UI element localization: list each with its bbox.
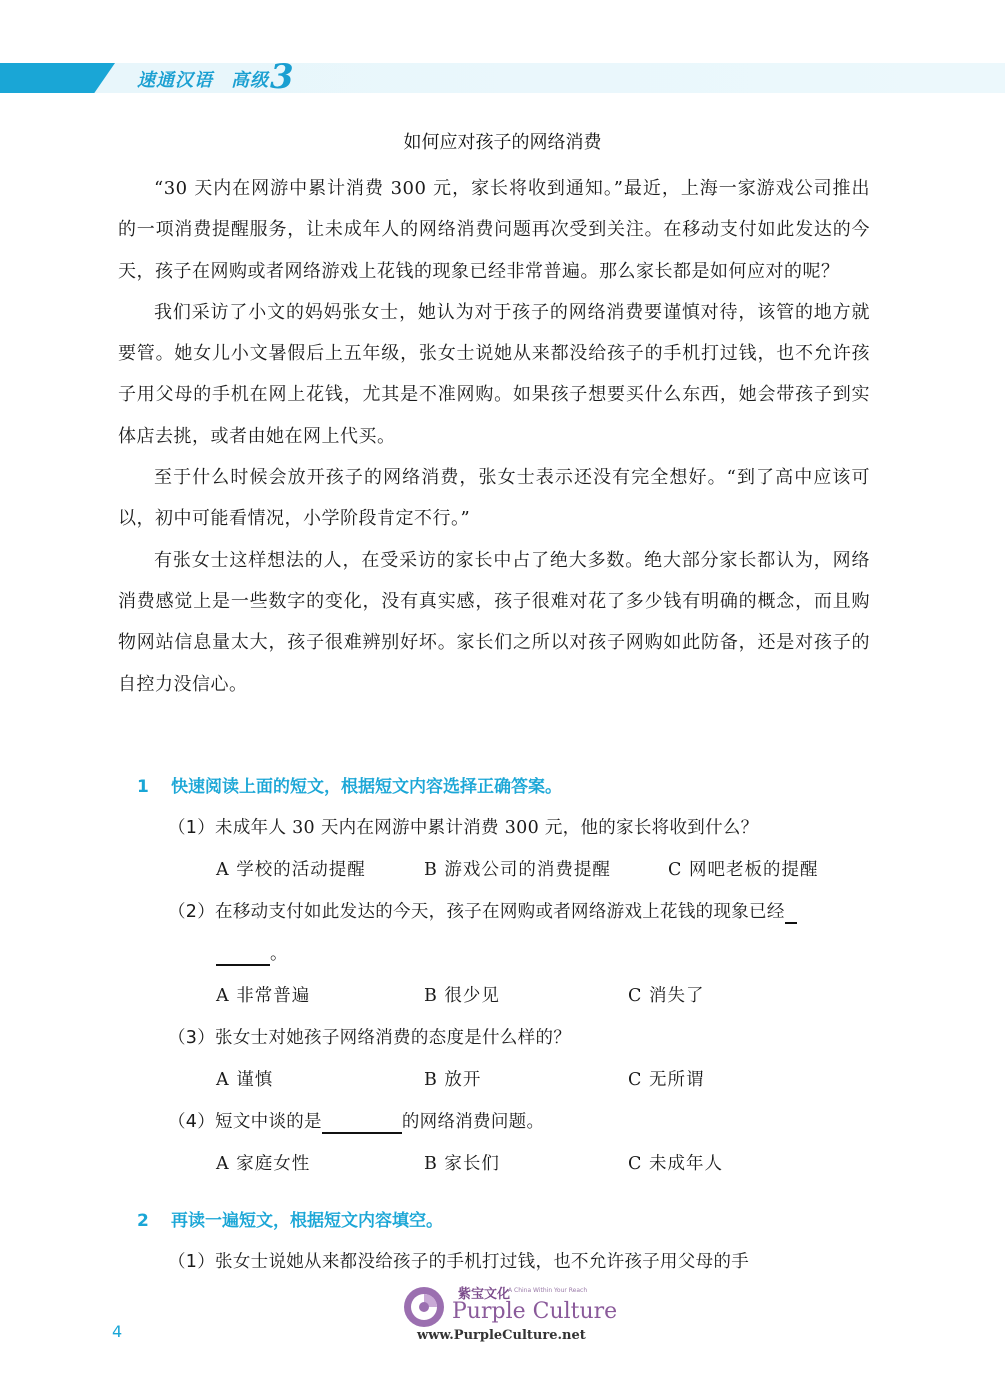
- article-paragraph: “30 天内在网游中累计消费 300 元，家长将收到通知。”最近，上海一家游戏公司推出的一项消费提醒服务，让未成年人的网络消费问题再次受到关注。在移动支付如此发达的今天，孩子在网购或者网络游戏上花钱的现象已经非常普遍。那么家长都是如何应对的呢？: [118, 178, 870, 282]
- option-c[interactable]: C 网吧老板的提醒: [668, 860, 819, 880]
- article-paragraph: 至于什么时候会放开孩子的网络消费，张女士表示还没有完全想好。“到了高中应该可以，初中可能看情况，小学阶段肯定不行。”: [118, 467, 870, 530]
- answer-blank[interactable]: [785, 902, 797, 924]
- option-a[interactable]: A 谨慎: [216, 1070, 274, 1090]
- question-3: [168, 1024, 571, 1049]
- book-title: [137, 66, 269, 92]
- watermark-english: Purple Culture: [452, 1299, 618, 1324]
- article-paragraph: 我们采访了小文的妈妈张女士，她认为对于孩子的网络消费要谨慎对待，该管的地方就要管。她女儿小文暑假后上五年级，张女士说她从来都没给孩子的手机打过钱，也不允许孩子用父母的手机在网上花钱，尤其是不准网购。如果孩子想要买什么东西，她会带孩子到实体店去挑，或者由她在网上代买。: [118, 301, 870, 447]
- exercise-instruction: 再读一遍短文，根据短文内容填空。: [171, 1211, 443, 1231]
- option-b[interactable]: B 很少见: [424, 986, 500, 1006]
- answer-blank[interactable]: [322, 1112, 402, 1134]
- question-label: （1）: [168, 1252, 216, 1272]
- option-c[interactable]: C 无所谓: [628, 1070, 705, 1090]
- question-text-before: 短文中谈的是: [215, 1112, 322, 1132]
- exercise-instruction: 快速阅读上面的短文，根据短文内容选择正确答案。: [171, 777, 562, 797]
- exercise-2-heading: [137, 1206, 443, 1231]
- watermark-url: www.PurpleCulture.net: [417, 1328, 586, 1343]
- option-a[interactable]: A 家庭女性: [216, 1154, 311, 1174]
- question-4: [168, 1108, 544, 1134]
- article-paragraph: 有张女士这样想法的人，在受采访的家长中占了绝大多数。绝大部分家长都认为，网络消费感觉上是一些数字的变化，没有真实感，孩子很难对花了多少钱有明确的概念，而且购物网站信息量太大，孩子很难辨别好坏。家长们之所以对孩子网购如此防备，还是对孩子的自控力没信心。: [118, 549, 870, 695]
- question-text: 未成年人 30 天内在网游中累计消费 300 元，他的家长将收到什么？: [215, 818, 759, 838]
- option-b[interactable]: B 家长们: [424, 1154, 500, 1174]
- question-2-continued: [216, 940, 288, 966]
- watermark-chinese: 紫宝文化: [458, 1287, 511, 1302]
- level-label: 高级: [231, 70, 269, 91]
- option-a[interactable]: A 非常普遍: [216, 986, 311, 1006]
- exercise-number: 1: [137, 777, 149, 797]
- question-text: 在移动支付如此发达的今天，孩子在网购或者网络游戏上花钱的现象已经: [215, 902, 785, 922]
- question-label: （2）: [168, 902, 216, 922]
- answer-blank[interactable]: [216, 944, 270, 966]
- page-number: 4: [112, 1322, 123, 1341]
- option-b[interactable]: B 游戏公司的消费提醒: [424, 860, 611, 880]
- option-a[interactable]: A 学校的活动提醒: [216, 860, 366, 880]
- question-text: 张女士对她孩子网络消费的态度是什么样的？: [215, 1028, 572, 1048]
- option-b[interactable]: B 放开: [424, 1070, 482, 1090]
- question-label: （1）: [168, 818, 216, 838]
- article-body: [118, 168, 870, 705]
- option-c[interactable]: C 消失了: [628, 986, 705, 1006]
- watermark-tagline: A China Within Your Reach: [508, 1287, 588, 1294]
- question-label: （4）: [168, 1112, 216, 1132]
- question-tail: 。: [270, 944, 288, 964]
- option-c[interactable]: C 未成年人: [628, 1154, 723, 1174]
- question-2: [168, 898, 797, 924]
- question-1: [168, 814, 758, 839]
- question-1: [168, 1248, 749, 1273]
- exercise-number: 2: [137, 1211, 149, 1231]
- book-title-text: 速通汉语: [137, 70, 213, 91]
- purple-culture-logo-icon: [402, 1285, 446, 1329]
- question-label: （3）: [168, 1028, 216, 1048]
- article-title: 如何应对孩子的网络消费: [403, 132, 602, 153]
- level-number: 3: [270, 57, 294, 97]
- watermark: [402, 1283, 632, 1343]
- exercise-1-heading: [137, 772, 562, 797]
- question-text-after: 的网络消费问题。: [401, 1112, 545, 1132]
- question-text: 张女士说她从来都没给孩子的手机打过钱，也不允许孩子用父母的手: [215, 1252, 750, 1272]
